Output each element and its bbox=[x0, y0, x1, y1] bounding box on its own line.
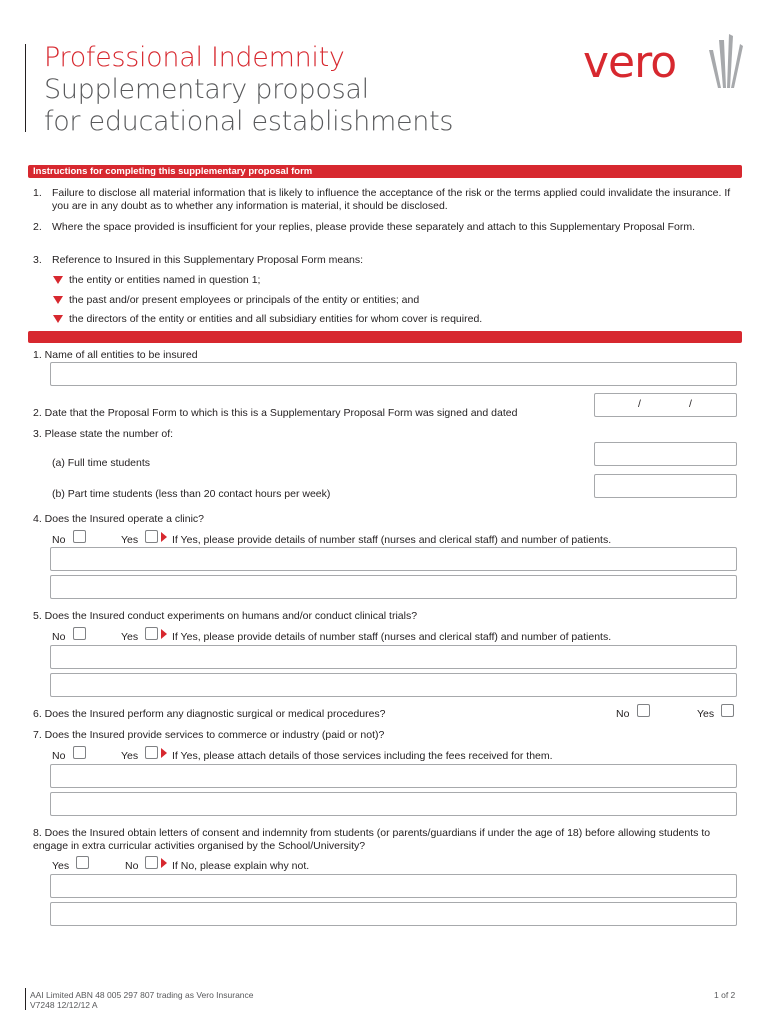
vero-logo-mark-icon bbox=[705, 30, 745, 92]
date-separator: / bbox=[689, 398, 692, 410]
q4-no-label: No bbox=[52, 534, 66, 546]
proposal-date-input[interactable] bbox=[594, 393, 737, 417]
q8-details-input-1[interactable] bbox=[50, 874, 737, 898]
footer-rule bbox=[25, 988, 26, 1010]
form-subtitle-1: Supplementary proposal bbox=[44, 74, 369, 105]
instruction-1-number: 1. bbox=[33, 187, 42, 199]
instruction-3-text: Reference to Insured in this Supplementary Proposal Form means: bbox=[52, 254, 364, 266]
instructions-header bbox=[28, 165, 742, 178]
q5-yes-checkbox[interactable] bbox=[145, 627, 158, 640]
q5-yes-label: Yes bbox=[121, 631, 139, 643]
instruction-3-number: 3. bbox=[33, 254, 42, 266]
q7-no-checkbox[interactable] bbox=[73, 746, 86, 759]
page-number: 1 of 2 bbox=[714, 990, 736, 1000]
footer-company: AAI Limited ABN 48 005 297 807 trading as Vero Insurance bbox=[30, 990, 254, 1000]
q8-hint: If No, please explain why not. bbox=[172, 860, 310, 872]
footer-form-code: V7248 12/12/12 A bbox=[30, 1000, 98, 1010]
q4-yes-label: Yes bbox=[121, 534, 139, 546]
instruction-1-text: Failure to disclose all material information that is likely to influence the acceptance of the risk or the terms applied could invalidate the insurance. If you are in any doubt as to whether any information is material, it should be disclosed. bbox=[52, 187, 731, 212]
arrow-right-icon bbox=[161, 858, 167, 868]
question-3-label: 3. Please state the number of: bbox=[33, 428, 174, 440]
question-1-label: 1. Name of all entities to be insured bbox=[33, 349, 198, 361]
q7-details-input-2[interactable] bbox=[50, 792, 737, 816]
bullet-item: the past and/or present employees or principals of the entity or entities; and bbox=[69, 294, 420, 306]
arrow-right-icon bbox=[161, 532, 167, 542]
q6-no-label: No bbox=[616, 708, 630, 720]
vero-logo-text: vero bbox=[583, 37, 677, 88]
q5-details-input-2[interactable] bbox=[50, 673, 737, 697]
bullet-triangle-icon bbox=[53, 296, 63, 304]
question-7-label: 7. Does the Insured provide services to commerce or industry (paid or not)? bbox=[33, 729, 385, 741]
question-6-label: 6. Does the Insured perform any diagnostic surgical or medical procedures? bbox=[33, 708, 386, 720]
q8-details-input-2[interactable] bbox=[50, 902, 737, 926]
question-3a-label: (a) Full time students bbox=[52, 457, 151, 469]
q8-yes-label: Yes bbox=[52, 860, 70, 872]
part-time-students-input[interactable] bbox=[594, 474, 737, 498]
q5-no-checkbox[interactable] bbox=[73, 627, 86, 640]
q4-details-input-1[interactable] bbox=[50, 547, 737, 571]
entities-input[interactable] bbox=[50, 362, 737, 386]
q8-no-checkbox[interactable] bbox=[145, 856, 158, 869]
q7-no-label: No bbox=[52, 750, 66, 762]
question-2-label: 2. Date that the Proposal Form to which is this is a Supplementary Proposal Form was signed and dated bbox=[33, 407, 518, 419]
question-5-label: 5. Does the Insured conduct experiments on humans and/or conduct clinical trials? bbox=[33, 610, 418, 622]
q5-no-label: No bbox=[52, 631, 66, 643]
bullet-triangle-icon bbox=[53, 276, 63, 284]
bullet-item: the entity or entities named in question 1; bbox=[69, 274, 261, 286]
q4-no-checkbox[interactable] bbox=[73, 530, 86, 543]
instructions-heading: Instructions for completing this supplementary proposal form bbox=[33, 166, 313, 177]
q4-hint: If Yes, please provide details of number staff (nurses and clerical staff) and number of patients. bbox=[172, 534, 612, 546]
q5-hint: If Yes, please provide details of number staff (nurses and clerical staff) and number of patients. bbox=[172, 631, 612, 643]
q8-yes-checkbox[interactable] bbox=[76, 856, 89, 869]
section-divider bbox=[28, 331, 742, 343]
question-4-label: 4. Does the Insured operate a clinic? bbox=[33, 513, 205, 525]
arrow-right-icon bbox=[161, 748, 167, 758]
q7-yes-checkbox[interactable] bbox=[145, 746, 158, 759]
header-rule bbox=[25, 44, 26, 132]
instruction-2-number: 2. bbox=[33, 221, 42, 233]
bullet-triangle-icon bbox=[53, 315, 63, 323]
q7-hint: If Yes, please attach details of those services including the fees received for them. bbox=[172, 750, 553, 762]
q8-no-label: No bbox=[125, 860, 139, 872]
question-3b-label: (b) Part time students (less than 20 contact hours per week) bbox=[52, 488, 331, 500]
q6-no-checkbox[interactable] bbox=[637, 704, 650, 717]
arrow-right-icon bbox=[161, 629, 167, 639]
q6-yes-checkbox[interactable] bbox=[721, 704, 734, 717]
form-title: Professional Indemnity bbox=[44, 42, 345, 73]
q7-details-input-1[interactable] bbox=[50, 764, 737, 788]
date-separator: / bbox=[638, 398, 641, 410]
form-subtitle-2: for educational establishments bbox=[44, 106, 454, 137]
full-time-students-input[interactable] bbox=[594, 442, 737, 466]
q6-yes-label: Yes bbox=[697, 708, 715, 720]
bullet-item: the directors of the entity or entities and all subsidiary entities for whom cover is required. bbox=[69, 313, 483, 325]
instruction-2-text: Where the space provided is insufficient for your replies, please provide these separately and attach to this Supplementary Proposal Form. bbox=[52, 221, 695, 233]
q5-details-input-1[interactable] bbox=[50, 645, 737, 669]
q7-yes-label: Yes bbox=[121, 750, 139, 762]
q4-details-input-2[interactable] bbox=[50, 575, 737, 599]
vero-logo bbox=[583, 30, 743, 92]
q4-yes-checkbox[interactable] bbox=[145, 530, 158, 543]
question-8-label: 8. Does the Insured obtain letters of consent and indemnity from students (or parents/guardians if under the age of 18) before allowing students to engage in extra curricular activities organised by the School/University? bbox=[33, 827, 711, 852]
